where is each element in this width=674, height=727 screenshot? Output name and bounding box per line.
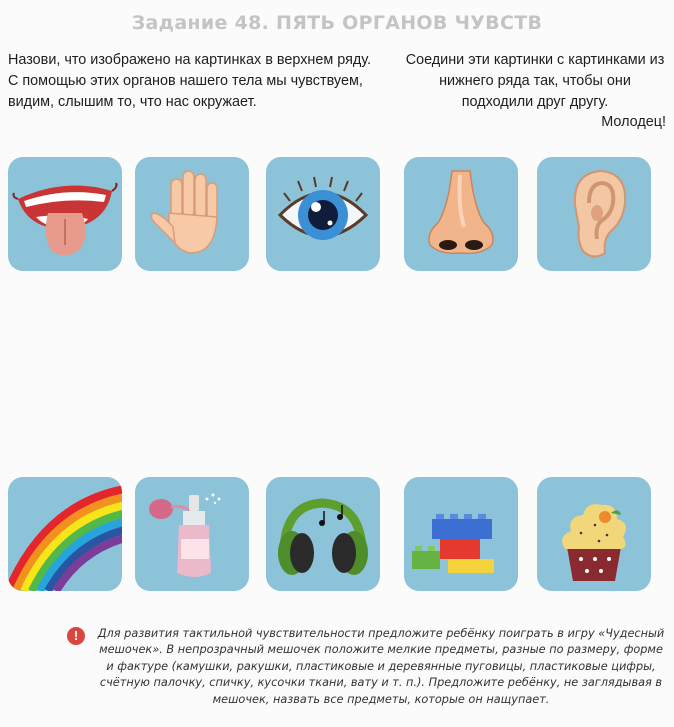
- card-headphones[interactable]: [266, 477, 380, 591]
- instruction-left: Назови, что изображено на картинках в верхнем ряду. С помощью этих органов нашего тела мы чувствуем, видим, слышим то, что нас окружает.: [8, 52, 372, 110]
- eye-icon: [266, 157, 380, 271]
- headphones-icon: [266, 477, 380, 591]
- hand-icon: [135, 157, 249, 271]
- mouth-tongue-icon: [8, 157, 122, 271]
- parent-note: Для развития тактильной чувствительности предложите ребёнку поиграть в игру «Чудесный мешочек». В непрозрачный мешочек положите мелкие предметы, разные по размеру, форме и фактуре (камушки, ракушки, пластиковые и деревянные пуговицы, пластиковые цифры, счётную палочку, спичку, кусочки ткани, вату и т. п.). Предложите ребёнку, не заглядывая в мешочек, назвать все предметы, которые он нащупает.: [97, 627, 665, 706]
- toy-bricks-icon: [404, 477, 518, 591]
- ear-icon: [537, 157, 651, 271]
- nose-icon: [404, 157, 518, 271]
- card-nose[interactable]: [404, 157, 518, 271]
- page-title: Задание 48. ПЯТЬ ОРГАНОВ ЧУВСТВ: [131, 12, 543, 34]
- card-cupcake[interactable]: [537, 477, 651, 591]
- card-mouth[interactable]: [8, 157, 122, 271]
- perfume-bottle-icon: [135, 477, 249, 591]
- card-rainbow[interactable]: [8, 477, 122, 591]
- card-perfume[interactable]: [135, 477, 249, 591]
- card-hand[interactable]: [135, 157, 249, 271]
- praise-text: Молодец!: [601, 114, 666, 130]
- card-ear[interactable]: [537, 157, 651, 271]
- card-eye[interactable]: [266, 157, 380, 271]
- exclamation-icon: !: [67, 627, 85, 645]
- card-bricks[interactable]: [404, 477, 518, 591]
- rainbow-icon: [8, 477, 122, 591]
- cupcake-icon: [537, 477, 651, 591]
- instruction-right: Соедини эти картинки с картинками из нижнего ряда так, чтобы они подходили друг другу.: [405, 52, 665, 110]
